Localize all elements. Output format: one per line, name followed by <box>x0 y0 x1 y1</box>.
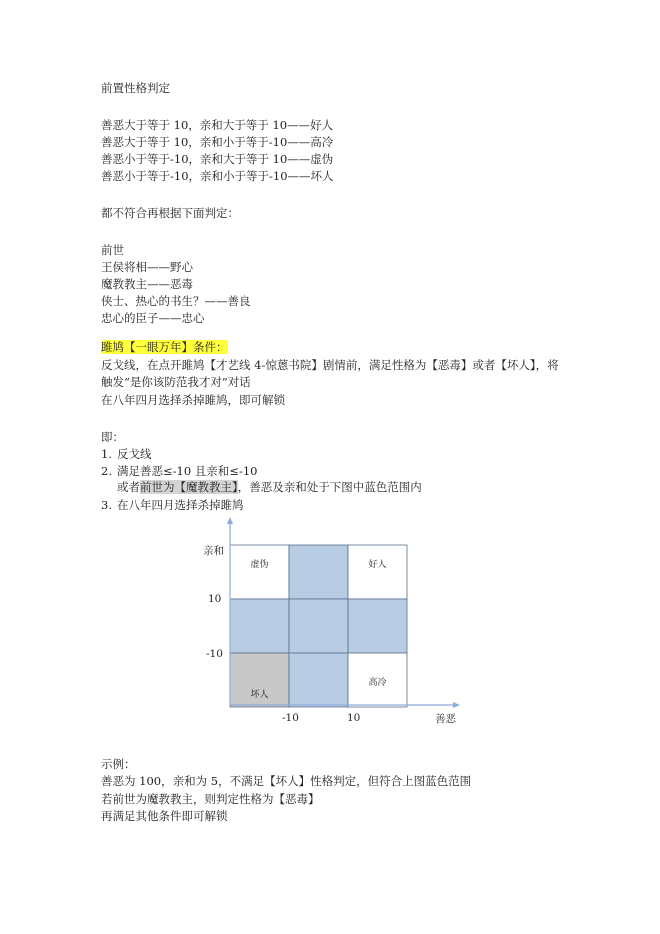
rule-line: 善恶大于等于 10，亲和大于等于 10——好人 <box>101 118 334 132</box>
x-axis-arrow <box>453 702 460 708</box>
example-line: 善恶为 100，亲和为 5，不满足【坏人】性格判定，但符合上图蓝色范围 <box>101 774 472 788</box>
x-tick-label: 10 <box>347 712 361 724</box>
grid-cell-middle-left <box>230 599 289 653</box>
condition-line: 反戈线，在点开雎鸠【才艺线 4-惊蒽书院】剧情前，满足性格为【恶毒】或者【坏人】，将 <box>101 358 559 372</box>
fallback-text: 都不符合再根据下面判定： <box>101 206 239 220</box>
condition-line: 触发“是你该防范我才对”对话 <box>101 375 251 389</box>
example-title: 示例： <box>101 757 136 771</box>
namely-label: 即： <box>101 430 124 444</box>
grid-cell-top-left <box>230 545 289 599</box>
y-axis-label: 亲和 <box>203 545 224 557</box>
list-item: 2. 满足善恶≤-10 且亲和≤-10 <box>101 464 258 478</box>
past-life-item: 魔教教主——恶毒 <box>101 277 193 291</box>
y-axis-arrow <box>227 517 233 524</box>
y-tick-label: 10 <box>208 593 222 605</box>
grid-cell-bottom-middle <box>289 653 348 707</box>
past-life-title: 前世 <box>101 243 124 257</box>
region-chart <box>195 515 475 730</box>
y-tick-label: -10 <box>206 648 223 660</box>
example-line: 再满足其他条件即可解锁 <box>101 809 228 823</box>
condition-line: 在八年四月选择杀掉雎鸠，即可解锁 <box>101 393 285 407</box>
rule-line: 善恶小于等于-10，亲和大于等于 10——虚伪 <box>101 152 334 166</box>
list-item: 1. 反戈线 <box>101 447 152 461</box>
grid-cell-top-right <box>348 545 407 599</box>
grid-cell-label: 虚伪 <box>250 560 269 570</box>
example-line: 若前世为魔教教主，则判定性格为【恶毒】 <box>101 792 320 806</box>
condition-heading: 雎鸠【一眼万年】条件： <box>101 340 228 354</box>
grid-cell-label: 高冷 <box>368 678 387 688</box>
rule-line: 善恶小于等于-10，亲和小于等于-10——坏人 <box>101 169 334 183</box>
list-item-sub: 或者前世为【魔教教主】，善恶及亲和处于下图中蓝色范围内 <box>117 480 422 494</box>
past-life-item: 忠心的臣子——忠心 <box>101 311 205 325</box>
doc-title: 前置性格判定 <box>101 81 170 95</box>
past-life-item: 侠士、热心的书生？——善良 <box>101 294 251 308</box>
grid-cell-middle-right <box>348 599 407 653</box>
list-item: 3. 在八年四月选择杀掉雎鸠 <box>101 498 244 512</box>
grid-cell-top-middle <box>289 545 348 599</box>
x-tick-label: -10 <box>282 712 299 724</box>
past-life-item: 王侯将相——野心 <box>101 260 193 274</box>
x-axis-label: 善恶 <box>435 713 456 725</box>
grid-cell-middle-middle <box>289 599 348 653</box>
grid-cell-label: 好人 <box>368 560 387 570</box>
rule-line: 善恶大于等于 10，亲和小于等于-10——高冷 <box>101 135 334 149</box>
grid-cell-label: 坏人 <box>250 690 269 700</box>
